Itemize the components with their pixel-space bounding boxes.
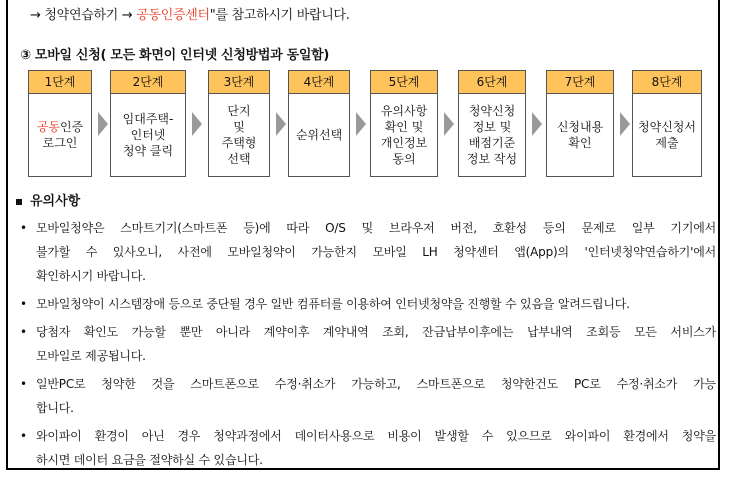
note-line: 당첨자 확인도 가능할 뿐만 아니라 계약이후 계약내역 조회, 잔금납부이후에는 납부내역 조회등 모든 서비스가 <box>36 325 716 339</box>
step-label: 2단계 <box>110 70 186 94</box>
reference-prefix: → 청약연습하기 → <box>30 8 137 23</box>
note-line: 확인하시기 바랍니다. <box>36 269 146 283</box>
step-flow <box>0 70 730 180</box>
step-description <box>458 94 526 177</box>
note-item <box>20 372 716 420</box>
note-line: 불가할 수 있사오니, 사전에 모바일청약이 가능한지 모바일 LH 청약센터 앱(App)의 '인터넷청약연습하기'에서 <box>36 245 716 259</box>
step-text-line: 정보 작성 <box>466 152 518 166</box>
note-line: 하시면 데이터 요금을 절약하실 수 있습니다. <box>36 453 263 467</box>
arrow-right-icon <box>532 112 542 136</box>
step-description <box>28 94 92 177</box>
certificate-center-link[interactable]: 공동인증센터 <box>136 8 210 23</box>
step-text-line: 제출 <box>655 136 679 150</box>
step-label: 5단계 <box>370 70 438 94</box>
note-item <box>20 424 716 472</box>
step-text-line: 청약신청서 <box>638 120 696 134</box>
bullet-icon: • <box>20 297 27 311</box>
note-line: 합니다. <box>36 401 74 415</box>
reference-suffix: "를 참고하시기 바랍니다. <box>209 8 350 23</box>
square-bullet-icon <box>16 199 22 205</box>
step-description <box>288 94 350 177</box>
arrow-right-icon <box>276 112 286 136</box>
note-item <box>20 292 716 316</box>
step-description <box>110 94 186 177</box>
bullet-icon: • <box>20 221 27 235</box>
step-text-line: 로그인 <box>42 136 78 150</box>
step-label: 4단계 <box>288 70 350 94</box>
bullet-icon: • <box>20 429 27 443</box>
arrow-right-icon <box>620 112 630 136</box>
note-line: 일반PC로 청약한 것을 스마트폰으로 수정·취소가 가능하고, 스마트폰으로 청약한건도 PC로 수정·취소가 가능 <box>36 377 716 391</box>
step-text-line: 개인정보 <box>380 136 428 150</box>
arrow-right-icon <box>356 112 366 136</box>
step-highlight-text: 공동 <box>36 120 60 134</box>
step-text-line: 청약신청 <box>468 104 516 118</box>
step-description <box>632 94 702 177</box>
step-text-line: 선택 <box>227 152 251 166</box>
step-text-line: 공동인증 <box>36 120 84 134</box>
step-description <box>546 94 614 177</box>
bullet-icon: • <box>20 325 27 339</box>
step-text-line: 정보 및 <box>472 120 512 134</box>
note-line: 모바일로 제공됩니다. <box>36 349 146 363</box>
step-text-line: 배점기준 <box>468 136 516 150</box>
note-line: 모바일청약이 시스템장애 등으로 중단될 경우 일반 컴퓨터를 이용하여 인터넷청약을 진행할 수 있음을 알려드립니다. <box>36 297 630 311</box>
arrow-right-icon <box>444 112 454 136</box>
step-description <box>370 94 438 177</box>
step-label: 7단계 <box>546 70 614 94</box>
step-text-line: 인터넷 <box>130 128 166 142</box>
reference-line <box>30 4 350 23</box>
step-description <box>208 94 270 177</box>
notes-heading <box>16 190 80 209</box>
step-label: 3단계 <box>208 70 270 94</box>
step-text-line: 확인 <box>568 136 592 150</box>
note-item <box>20 216 716 288</box>
section-title: ③ 모바일 신청( 모든 화면이 인터넷 신청방법과 동일함) <box>20 48 329 63</box>
step-label: 1단계 <box>28 70 92 94</box>
step-text-line: 단지 <box>227 104 251 118</box>
notes-list <box>20 216 716 476</box>
notes-title: 유의사항 <box>30 194 81 209</box>
bullet-icon: • <box>20 377 27 391</box>
step-text-line: 확인 및 <box>384 120 424 134</box>
step-text-line: 신청내용 <box>556 120 604 134</box>
step-text-line: 주택형 <box>221 136 257 150</box>
arrow-right-icon <box>98 112 108 136</box>
step-text-line: 및 <box>233 120 245 134</box>
note-item <box>20 320 716 368</box>
arrow-right-icon <box>192 112 202 136</box>
step-text-line: 청약 클릭 <box>122 144 174 158</box>
step-text-line: 유의사항 <box>380 104 428 118</box>
note-line: 와이파이 환경이 아닌 경우 청약과정에서 데이터사용으로 비용이 발생할 수 있으므로 와이파이 환경에서 청약을 <box>36 429 716 443</box>
note-line: 모바일청약은 스마트기기(스마트폰 등)에 따라 O/S 및 브라우저 버전, 호환성 등의 문제로 일부 기기에서 <box>36 221 716 235</box>
step-label: 6단계 <box>458 70 526 94</box>
step-text-line: 임대주택- <box>122 112 174 126</box>
step-label: 8단계 <box>632 70 702 94</box>
step-text-line: 순위선택 <box>295 128 343 142</box>
step-text-line: 동의 <box>392 152 416 166</box>
